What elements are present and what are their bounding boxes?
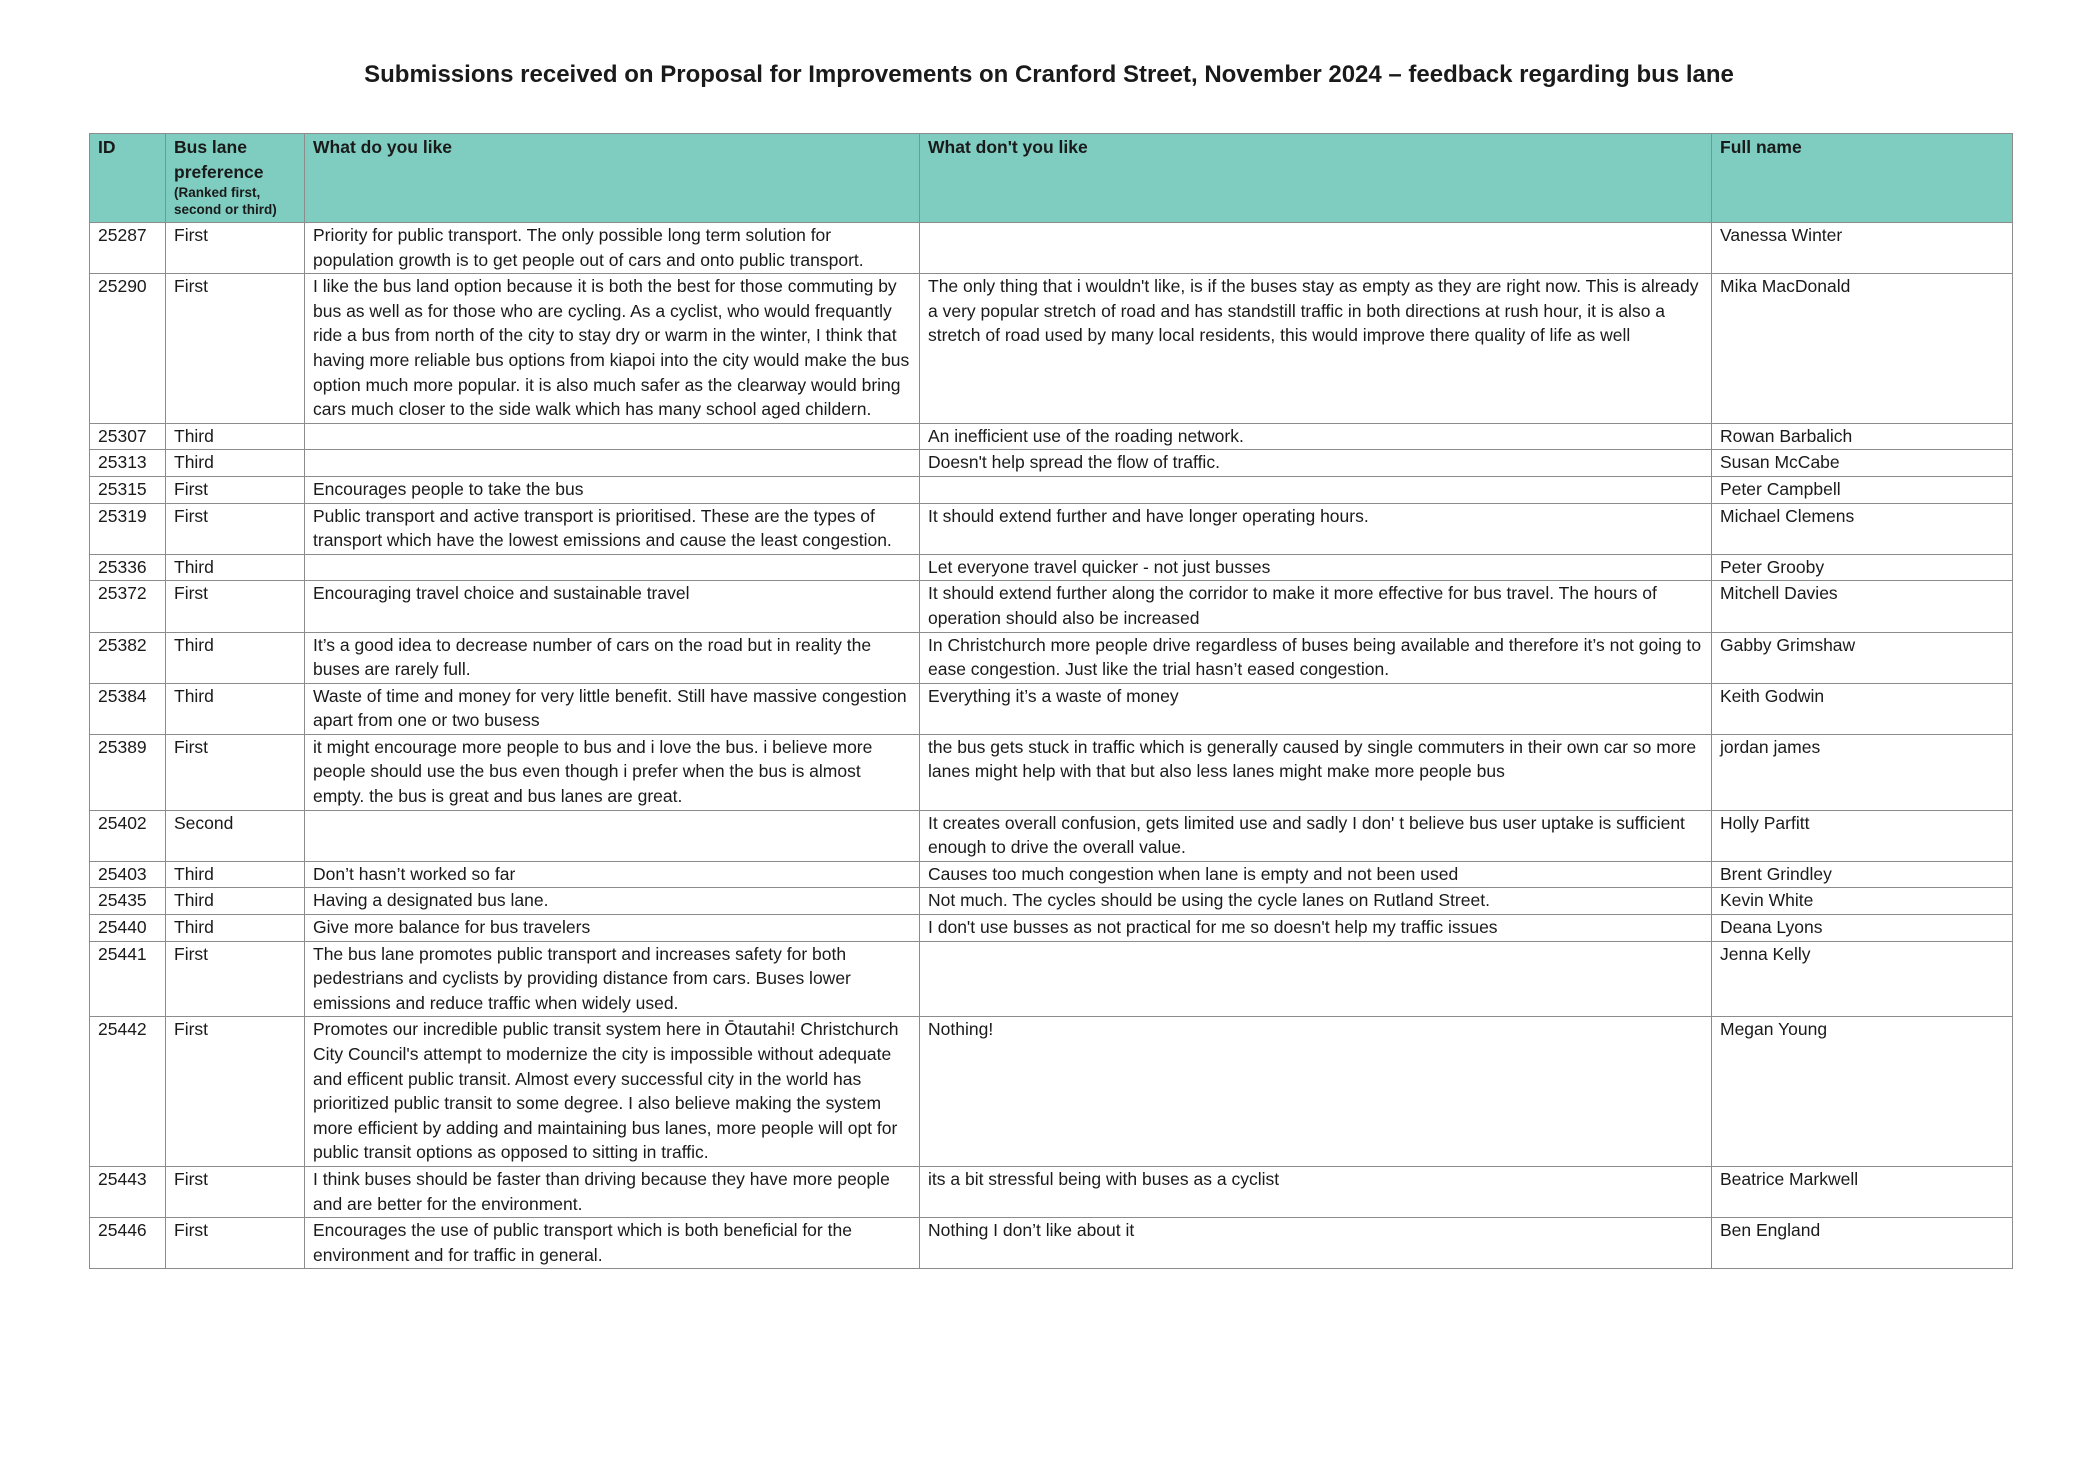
cell-id: 25440 — [90, 915, 166, 942]
cell-preference: Third — [166, 554, 305, 581]
cell-like: Priority for public transport. The only possible long term solution for population growth is to get people out of cars and onto public transport. — [305, 223, 920, 274]
cell-id: 25389 — [90, 734, 166, 810]
cell-full-name: Deana Lyons — [1712, 915, 2013, 942]
cell-dislike: It should extend further and have longer operating hours. — [920, 503, 1712, 554]
cell-id: 25442 — [90, 1017, 166, 1167]
cell-full-name: jordan james — [1712, 734, 2013, 810]
table-row — [90, 503, 2013, 554]
cell-preference: First — [166, 223, 305, 274]
table-row — [90, 1017, 2013, 1167]
cell-id: 25315 — [90, 476, 166, 503]
cell-full-name: Ben England — [1712, 1218, 2013, 1269]
cell-like — [305, 423, 920, 450]
cell-dislike — [920, 941, 1712, 1017]
cell-dislike: Nothing! — [920, 1017, 1712, 1167]
cell-dislike: the bus gets stuck in traffic which is generally caused by single commuters in their own car so more lanes might help with that but also less lanes might make more people bus — [920, 734, 1712, 810]
header-preference — [166, 134, 305, 223]
table-row — [90, 223, 2013, 274]
header-preference-note: (Ranked first, second or third) — [174, 185, 277, 218]
cell-full-name: Beatrice Markwell — [1712, 1166, 2013, 1217]
table-row — [90, 554, 2013, 581]
cell-like — [305, 810, 920, 861]
cell-dislike: Causes too much congestion when lane is empty and not been used — [920, 861, 1712, 888]
cell-like — [305, 554, 920, 581]
cell-dislike: Not much. The cycles should be using the cycle lanes on Rutland Street. — [920, 888, 1712, 915]
submissions-table — [89, 133, 2013, 1269]
cell-preference: Third — [166, 915, 305, 942]
cell-id: 25402 — [90, 810, 166, 861]
cell-like: Promotes our incredible public transit system here in Ōtautahi! Christchurch City Council's attempt to modernize the city is impossible without adequate and efficent public transit. Almost every successful city in the world has prioritized public transit to some degree. I also believe making the system more efficient by adding and maintaining bus lanes, more people will opt for public transit options as opposed to sitting in traffic. — [305, 1017, 920, 1167]
table-row — [90, 734, 2013, 810]
table-row — [90, 450, 2013, 477]
cell-like — [305, 450, 920, 477]
table-row — [90, 810, 2013, 861]
cell-preference: Third — [166, 632, 305, 683]
table-row — [90, 941, 2013, 1017]
cell-like: Having a designated bus lane. — [305, 888, 920, 915]
cell-full-name: Peter Grooby — [1712, 554, 2013, 581]
cell-id: 25313 — [90, 450, 166, 477]
cell-full-name: Keith Godwin — [1712, 683, 2013, 734]
cell-dislike: Let everyone travel quicker - not just busses — [920, 554, 1712, 581]
cell-like: Give more balance for bus travelers — [305, 915, 920, 942]
cell-dislike: Nothing I don’t like about it — [920, 1218, 1712, 1269]
cell-id: 25287 — [90, 223, 166, 274]
cell-full-name: Jenna Kelly — [1712, 941, 2013, 1017]
cell-id: 25443 — [90, 1166, 166, 1217]
cell-preference: First — [166, 734, 305, 810]
header-preference-label: Bus lane preference — [174, 137, 264, 182]
cell-full-name: Gabby Grimshaw — [1712, 632, 2013, 683]
cell-like: it might encourage more people to bus and i love the bus. i believe more people should use the bus even though i prefer when the bus is almost empty. the bus is great and bus lanes are great. — [305, 734, 920, 810]
cell-id: 25307 — [90, 423, 166, 450]
cell-like: Encourages the use of public transport which is both beneficial for the environment and for traffic in general. — [305, 1218, 920, 1269]
cell-id: 25403 — [90, 861, 166, 888]
cell-dislike — [920, 223, 1712, 274]
cell-preference: Third — [166, 683, 305, 734]
cell-dislike: Everything it’s a waste of money — [920, 683, 1712, 734]
table-row — [90, 581, 2013, 632]
cell-id: 25446 — [90, 1218, 166, 1269]
cell-dislike: its a bit stressful being with buses as a cyclist — [920, 1166, 1712, 1217]
cell-dislike: It creates overall confusion, gets limited use and sadly I don' t believe bus user uptake is sufficient enough to drive the overall value. — [920, 810, 1712, 861]
cell-like: Don’t hasn’t worked so far — [305, 861, 920, 888]
cell-full-name: Megan Young — [1712, 1017, 2013, 1167]
cell-preference: Second — [166, 810, 305, 861]
cell-full-name: Mitchell Davies — [1712, 581, 2013, 632]
cell-id: 25290 — [90, 274, 166, 424]
cell-like: Public transport and active transport is prioritised. These are the types of transport which have the lowest emissions and cause the least congestion. — [305, 503, 920, 554]
cell-preference: First — [166, 941, 305, 1017]
cell-full-name: Peter Campbell — [1712, 476, 2013, 503]
table-row — [90, 915, 2013, 942]
cell-id: 25382 — [90, 632, 166, 683]
header-dislike: What don't you like — [920, 134, 1712, 223]
cell-preference: First — [166, 1017, 305, 1167]
cell-dislike: In Christchurch more people drive regardless of buses being available and therefore it’s not going to ease congestion. Just like the trial hasn’t eased congestion. — [920, 632, 1712, 683]
cell-like: I like the bus land option because it is both the best for those commuting by bus as well as for those who are cycling. As a cyclist, who would frequantly ride a bus from north of the city to stay dry or warm in the winter, I think that having more reliable bus options from kiapoi into the city would make the bus option much more popular. it is also much safer as the clearway would bring cars much closer to the side walk which has many school aged childern. — [305, 274, 920, 424]
table-row — [90, 423, 2013, 450]
cell-like: The bus lane promotes public transport and increases safety for both pedestrians and cyclists by providing distance from cars. Buses lower emissions and reduce traffic when widely used. — [305, 941, 920, 1017]
table-row — [90, 888, 2013, 915]
document-title: Submissions received on Proposal for Improvements on Cranford Street, November 2024 – feedback regarding bus lane — [364, 61, 1734, 88]
cell-full-name: Kevin White — [1712, 888, 2013, 915]
cell-dislike: Doesn't help spread the flow of traffic. — [920, 450, 1712, 477]
cell-dislike — [920, 476, 1712, 503]
cell-preference: First — [166, 274, 305, 424]
cell-full-name: Holly Parfitt — [1712, 810, 2013, 861]
cell-dislike: An inefficient use of the roading network. — [920, 423, 1712, 450]
cell-full-name: Brent Grindley — [1712, 861, 2013, 888]
cell-id: 25435 — [90, 888, 166, 915]
table-header-row — [90, 134, 2013, 223]
cell-preference: First — [166, 1166, 305, 1217]
cell-like: Waste of time and money for very little benefit. Still have massive congestion apart from one or two busess — [305, 683, 920, 734]
cell-full-name: Mika MacDonald — [1712, 274, 2013, 424]
header-id: ID — [90, 134, 166, 223]
cell-preference: First — [166, 581, 305, 632]
cell-dislike: The only thing that i wouldn't like, is if the buses stay as empty as they are right now. This is already a very popular stretch of road and has standstill traffic in both directions at rush hour, it is also a stretch of road used by many local residents, this would improve there quality of life as well — [920, 274, 1712, 424]
cell-like: I think buses should be faster than driving because they have more people and are better for the environment. — [305, 1166, 920, 1217]
cell-preference: First — [166, 503, 305, 554]
cell-preference: First — [166, 1218, 305, 1269]
cell-id: 25319 — [90, 503, 166, 554]
cell-id: 25384 — [90, 683, 166, 734]
table-row — [90, 683, 2013, 734]
table-row — [90, 1218, 2013, 1269]
header-name: Full name — [1712, 134, 2013, 223]
table-row — [90, 632, 2013, 683]
header-like: What do you like — [305, 134, 920, 223]
cell-dislike: It should extend further along the corridor to make it more effective for bus travel. The hours of operation should also be increased — [920, 581, 1712, 632]
cell-full-name: Rowan Barbalich — [1712, 423, 2013, 450]
table-row — [90, 861, 2013, 888]
cell-like: Encourages people to take the bus — [305, 476, 920, 503]
cell-id: 25441 — [90, 941, 166, 1017]
cell-preference: First — [166, 476, 305, 503]
cell-preference: Third — [166, 861, 305, 888]
table-row — [90, 274, 2013, 424]
cell-full-name: Vanessa Winter — [1712, 223, 2013, 274]
cell-id: 25372 — [90, 581, 166, 632]
cell-full-name: Michael Clemens — [1712, 503, 2013, 554]
cell-id: 25336 — [90, 554, 166, 581]
cell-preference: Third — [166, 450, 305, 477]
cell-preference: Third — [166, 423, 305, 450]
cell-dislike: I don't use busses as not practical for me so doesn't help my traffic issues — [920, 915, 1712, 942]
cell-preference: Third — [166, 888, 305, 915]
cell-full-name: Susan McCabe — [1712, 450, 2013, 477]
table-row — [90, 1166, 2013, 1217]
table-row — [90, 476, 2013, 503]
cell-like: It’s a good idea to decrease number of cars on the road but in reality the buses are rarely full. — [305, 632, 920, 683]
cell-like: Encouraging travel choice and sustainable travel — [305, 581, 920, 632]
